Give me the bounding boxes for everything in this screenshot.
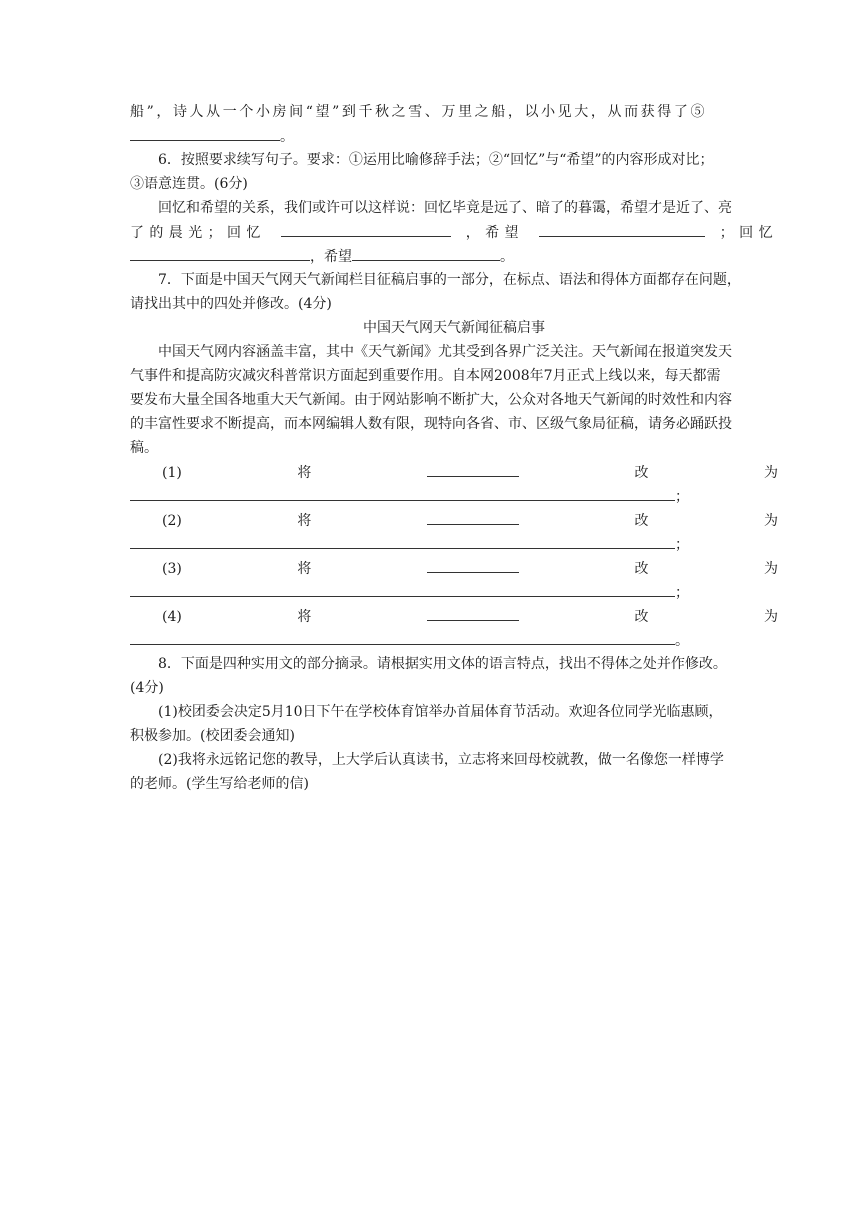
q7-line-2: 请找出其中的四处并修改。(4分) — [130, 296, 332, 312]
answer-blank-6c[interactable] — [130, 244, 310, 261]
notice-para-3: 要发布大量全国各地重大天气新闻。由于网站影响不断扩大，公众对各地天气新闻的时效性和内容 — [130, 392, 732, 408]
correction-item-1: (1) 将 改 为 ； — [130, 460, 778, 508]
intro-line-1 — [130, 100, 778, 124]
document-page — [130, 100, 778, 796]
notice-para-5: 稿。 — [130, 440, 158, 456]
correction-blank-original[interactable] — [427, 508, 519, 525]
answer-blank-6b[interactable] — [539, 220, 705, 237]
q8-excerpt-2-line-1: (2)我将永远铭记您的教导，上大学后认真读书，立志将来回母校就教，做一名像您一样博学 — [158, 752, 724, 768]
correction-blank-original[interactable] — [427, 604, 519, 621]
notice-para-1: 中国天气网内容涵盖丰富，其中《天气新闻》尤其受到各界广泛关注。天气新闻在报道突发天 — [158, 344, 732, 360]
q6-prompt: 6．按照要求续写句子。要求：①运用比喻修辞手法；②“回忆”与“希望”的内容形成对比； — [158, 152, 714, 168]
correction-blank-revised[interactable] — [130, 628, 675, 645]
notice-title: 中国天气网天气新闻征稿启事 — [363, 320, 545, 336]
answer-blank-6a[interactable] — [281, 220, 451, 237]
answer-blank-6d[interactable] — [352, 244, 500, 261]
correction-item-3: (3) 将 改 为 ； — [130, 556, 778, 604]
correction-item-2: (2) 将 改 为 ； — [130, 508, 778, 556]
notice-para-2: 气事件和提高防灾减灾科普常识方面起到重要作用。自本网2008年7月正式上线以来，每天都需 — [130, 368, 721, 384]
correction-item-4: (4) 将 改 为 。 — [130, 604, 778, 652]
q6-line-3: 回忆和希望的关系，我们或许可以这样说：回忆毕竟是远了、暗了的暮霭，希望才是近了、亮 — [158, 200, 732, 216]
q8-prompt: 8．下面是四种实用文的部分摘录。请根据实用文体的语言特点，找出不得体之处并作修改。 — [158, 656, 727, 672]
correction-blank-revised[interactable] — [130, 580, 675, 597]
intro-line-2: 。 — [130, 124, 778, 148]
answer-blank-5[interactable] — [130, 124, 280, 141]
q6-line-1 — [130, 148, 778, 172]
correction-blank-original[interactable] — [427, 556, 519, 573]
q6-line-4: 了的晨光；回忆 ，希望 ；回忆 — [130, 220, 778, 244]
intro-text: 船”，诗人从一个小房间“望”到千秋之雪、万里之船，以小见大，从而获得了⑤ — [130, 104, 708, 120]
correction-blank-original[interactable] — [427, 460, 519, 477]
q8-excerpt-1-line-1: (1)校团委会决定5月10日下午在学校体育馆举办首届体育节活动。欢迎各位同学光临惠顾， — [158, 704, 723, 720]
q6-line-5: ，希望 。 — [130, 244, 778, 268]
q8-excerpt-1-line-2: 积极参加。(校团委会通知) — [130, 728, 295, 744]
correction-blank-revised[interactable] — [130, 484, 675, 501]
notice-para-4: 的丰富性要求不断提高，而本网编辑人数有限，现特向各省、市、区级气象局征稿，请务必踊跃投 — [130, 416, 732, 432]
q6-line-2: ③语意连贯。(6分) — [130, 176, 248, 192]
correction-blank-revised[interactable] — [130, 532, 675, 549]
q7-prompt: 7．下面是中国天气网天气新闻栏目征稿启事的一部分，在标点、语法和得体方面都存在问题， — [158, 272, 741, 288]
q7-line-1 — [130, 268, 778, 292]
q8-excerpt-2-line-2: 的老师。(学生写给老师的信) — [130, 776, 309, 792]
q8-line-2: (4分) — [130, 680, 164, 696]
q8-line-1 — [130, 652, 778, 676]
